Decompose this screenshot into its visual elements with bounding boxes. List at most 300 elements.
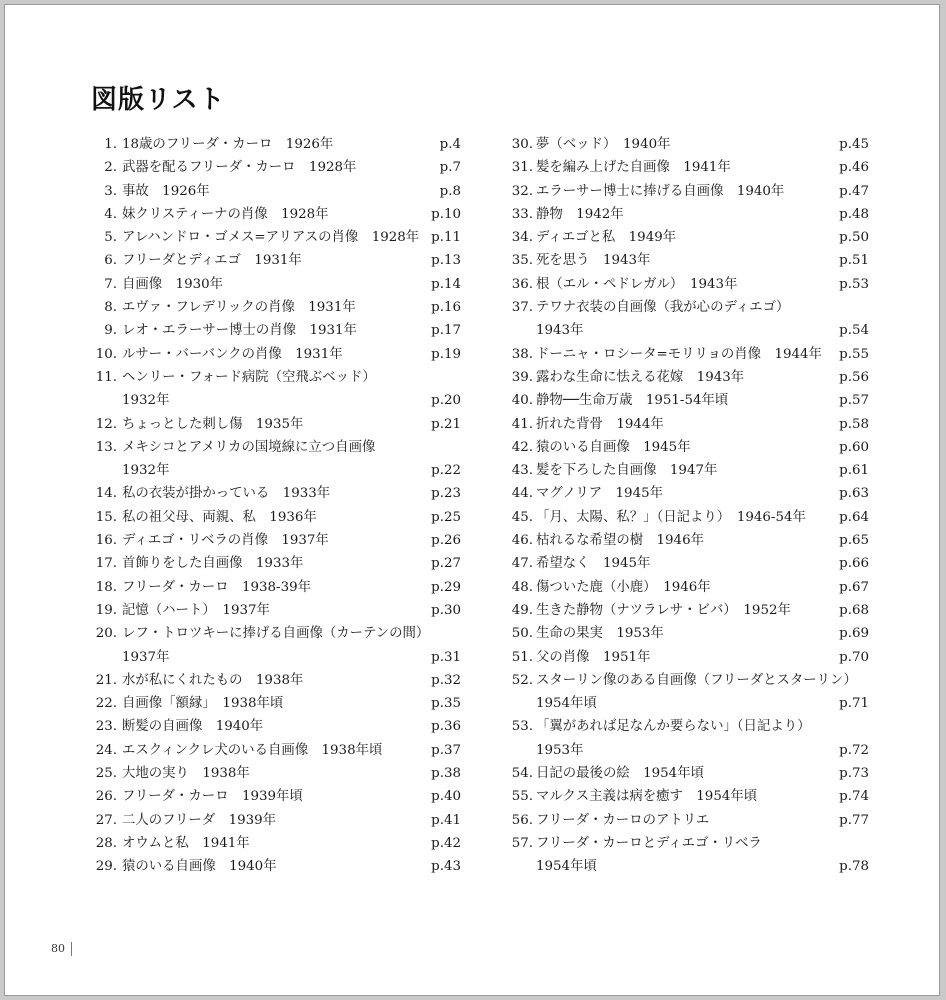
figure-title: フリーダ・カーロ 1938-39年 <box>122 579 312 595</box>
figure-number: 4. <box>104 206 117 222</box>
figure-title: アレハンドロ・ゴメス=アリアスの肖像 1928年 <box>122 230 420 246</box>
figure-number: 3. <box>104 183 117 199</box>
figure-entry <box>505 809 869 832</box>
figure-title: 記憶（ハート） 1937年 <box>122 602 270 618</box>
figure-title: 露わな生命に怯える花嫁 1943年 <box>536 369 745 385</box>
figure-title: ドーニャ・ロシータ=モリリョの肖像 1944年 <box>536 346 822 362</box>
figure-entry-line <box>91 249 461 272</box>
figure-title: 1932年 <box>122 393 170 409</box>
figure-page-ref: p.25 <box>431 509 461 525</box>
figure-entry-line <box>91 389 461 412</box>
figure-entry-line <box>505 249 869 272</box>
figure-page-ref: p.17 <box>431 323 461 339</box>
figure-title: 枯れるな希望の樹 1946年 <box>536 533 704 549</box>
figure-page-ref: p.16 <box>431 300 461 316</box>
figure-entry-line <box>91 482 461 505</box>
figure-entry-line <box>91 809 461 832</box>
figure-title: 首飾りをした自画像 1933年 <box>122 556 304 572</box>
figure-number: 1. <box>104 137 117 152</box>
figure-entry <box>505 552 869 575</box>
figure-entry-line <box>91 692 461 715</box>
figure-entry-line <box>505 576 869 599</box>
figure-title: 「翼があれば足なんか要らない」（日記より） <box>536 719 811 735</box>
figure-entry-line <box>91 715 461 738</box>
figure-entry-line <box>91 436 461 459</box>
figure-title: フリーダ・カーロのアトリエ <box>536 812 710 828</box>
figure-entry <box>91 832 461 855</box>
figure-entry-line <box>91 413 461 436</box>
figure-title: 1954年頃 <box>536 859 597 875</box>
figure-entry-line <box>505 646 869 669</box>
figure-entry <box>91 599 461 622</box>
figure-page-ref: p.42 <box>431 835 461 851</box>
figure-entry-line <box>91 785 461 808</box>
figure-number: 42. <box>511 439 533 455</box>
figure-page-ref: p.69 <box>839 626 869 642</box>
figure-entry <box>91 622 461 669</box>
figure-number: 56. <box>511 812 533 828</box>
figure-page-ref: p.64 <box>839 509 869 525</box>
figure-entry-line <box>505 482 869 505</box>
figure-entry-line <box>505 319 869 342</box>
figure-title: 1937年 <box>122 649 170 665</box>
figure-entry-line <box>91 552 461 575</box>
figure-title: 武器を配るフリーダ・カーロ 1928年 <box>122 160 357 176</box>
figure-number: 38. <box>511 346 533 362</box>
figure-entry <box>91 319 461 342</box>
figure-title: 傷ついた鹿（小鹿） 1946年 <box>536 579 711 595</box>
figure-title: フリーダ・カーロ 1939年頃 <box>122 789 303 805</box>
figure-title: 生きた静物（ナツラレサ・ビバ） 1952年 <box>536 602 791 618</box>
figure-number: 48. <box>511 579 533 595</box>
figure-page-ref: p.7 <box>439 160 461 176</box>
figure-entry <box>505 343 869 366</box>
figure-number: 40. <box>511 393 533 409</box>
figure-page-ref: p.73 <box>839 766 869 782</box>
figure-entry-line <box>91 366 461 389</box>
figure-entry-line <box>505 226 869 249</box>
figure-entry <box>91 366 461 413</box>
figure-entry <box>505 762 869 785</box>
figure-title: 妹クリスティーナの肖像 1928年 <box>122 206 329 222</box>
figure-entry-line <box>91 343 461 366</box>
figure-number: 53. <box>511 719 533 735</box>
figure-page-ref: p.60 <box>839 439 869 455</box>
figure-entry-line <box>91 646 461 669</box>
figure-entry <box>91 156 461 179</box>
figure-entry-line <box>505 156 869 179</box>
figure-title: 猿のいる自画像 1945年 <box>536 439 691 455</box>
figure-number: 19. <box>95 602 117 618</box>
figure-entry <box>505 156 869 179</box>
figure-entry <box>505 459 869 482</box>
figure-entry-line <box>505 599 869 622</box>
figure-number: 9. <box>104 323 117 339</box>
figure-page-ref: p.37 <box>431 742 461 758</box>
figure-page-ref: p.46 <box>839 160 869 176</box>
figure-title: 二人のフリーダ 1939年 <box>122 812 277 828</box>
figure-entry <box>505 646 869 669</box>
figure-title: ルサー・バーバンクの肖像 1931年 <box>122 346 343 362</box>
figure-entry <box>505 436 869 459</box>
figure-title: 自画像「額縁」 1938年頃 <box>122 696 284 712</box>
figure-number: 29. <box>95 859 117 875</box>
figure-entry <box>91 413 461 436</box>
figure-title: 髪を編み上げた自画像 1941年 <box>536 160 731 176</box>
figure-entry-line <box>505 669 869 692</box>
figure-entry <box>505 715 869 762</box>
figure-entry-line <box>91 459 461 482</box>
figure-entry-line <box>91 855 461 878</box>
figure-entry-line <box>91 576 461 599</box>
figure-page-ref: p.63 <box>839 486 869 502</box>
figure-entry-line <box>505 366 869 389</box>
figure-page-ref: p.32 <box>431 672 461 688</box>
figure-page-ref: p.13 <box>431 253 461 269</box>
figure-entry-line <box>505 459 869 482</box>
figure-page-ref: p.43 <box>431 859 461 875</box>
figure-number: 30. <box>511 137 533 152</box>
figure-number: 25. <box>95 766 117 782</box>
figure-title: 私の衣装が掛かっている 1933年 <box>122 486 331 502</box>
figure-title: スターリン像のある自画像（フリーダとスターリン） <box>536 672 857 688</box>
figure-number: 27. <box>95 812 117 828</box>
figure-entry-line <box>91 622 461 645</box>
figure-entry-line <box>505 133 869 156</box>
figure-entry-line <box>91 599 461 622</box>
figure-number: 37. <box>511 300 533 316</box>
figure-entry-line <box>91 319 461 342</box>
figure-page-ref: p.26 <box>431 533 461 549</box>
figure-entry-line <box>91 133 461 156</box>
figure-entry <box>91 809 461 832</box>
figure-number: 52. <box>511 672 533 688</box>
figure-entry-line <box>91 156 461 179</box>
figure-entry <box>505 599 869 622</box>
figure-entry-line <box>91 529 461 552</box>
figure-entry <box>505 273 869 296</box>
figure-entry <box>505 785 869 808</box>
figure-entry-line <box>505 692 869 715</box>
figure-entry <box>505 529 869 552</box>
figure-page-ref: p.55 <box>839 346 869 362</box>
page-number: 80 <box>51 942 72 956</box>
figure-entry-line <box>91 762 461 785</box>
figure-entry <box>91 203 461 226</box>
figure-title: 死を思う 1943年 <box>536 253 651 269</box>
figure-title: フリーダ・カーロとディエゴ・リベラ <box>536 835 762 851</box>
figure-page-ref: p.10 <box>431 206 461 222</box>
figure-title: エスクィンクレ犬のいる自画像 1938年頃 <box>122 742 383 758</box>
figure-number: 50. <box>511 626 533 642</box>
figure-number: 20. <box>95 626 117 642</box>
figure-page-ref: p.53 <box>839 276 869 292</box>
figure-entry <box>91 739 461 762</box>
figure-entry-line <box>505 809 869 832</box>
figure-number: 15. <box>95 509 117 525</box>
figure-number: 12. <box>95 416 117 432</box>
figure-title: 猿のいる自画像 1940年 <box>122 859 277 875</box>
figure-title: 1943年 <box>536 323 584 339</box>
figure-entry <box>91 482 461 505</box>
figure-title: オウムと私 1941年 <box>122 835 250 851</box>
figure-number: 8. <box>104 300 117 316</box>
figure-entry <box>505 296 869 343</box>
figure-title: ディエゴと私 1949年 <box>536 230 677 246</box>
figure-page-ref: p.66 <box>839 556 869 572</box>
figure-page-ref: p.51 <box>839 253 869 269</box>
figure-entry <box>505 249 869 272</box>
figure-title: 夢（ベッド） 1940年 <box>536 137 671 152</box>
figure-number: 6. <box>104 253 117 269</box>
figure-title: 1954年頃 <box>536 696 597 712</box>
figure-entry-line <box>91 506 461 529</box>
figure-entry-line <box>91 203 461 226</box>
figure-entry-line <box>91 669 461 692</box>
figure-title: 「月、太陽、私？」（日記より） 1946-54年 <box>536 509 806 525</box>
figure-title: 私の祖父母、両親、私 1936年 <box>122 509 317 525</box>
figure-entry <box>505 576 869 599</box>
figure-page-ref: p.71 <box>839 696 869 712</box>
figure-entry-line <box>91 296 461 319</box>
figure-title: ヘンリー・フォード病院（空飛ぶベッド） <box>122 369 376 385</box>
figure-page-ref: p.54 <box>839 323 869 339</box>
figure-title: フリーダとディエゴ 1931年 <box>122 253 302 269</box>
figure-page-ref: p.45 <box>839 137 869 152</box>
figure-entry <box>505 180 869 203</box>
figure-title: 生命の果実 1953年 <box>536 626 664 642</box>
figure-number: 13. <box>95 439 117 455</box>
figure-entry <box>91 552 461 575</box>
figure-entry-line <box>505 785 869 808</box>
figure-entry-line <box>505 552 869 575</box>
figure-number: 16. <box>95 533 117 549</box>
figure-page-ref: p.70 <box>839 649 869 665</box>
figure-entry-line <box>91 226 461 249</box>
figure-entry <box>505 366 869 389</box>
figure-number: 26. <box>95 789 117 805</box>
figure-number: 31. <box>511 160 533 176</box>
figure-page-ref: p.8 <box>439 183 461 199</box>
figure-title: レフ・トロツキーに捧げる自画像（カーテンの間） <box>122 626 430 642</box>
figure-number: 22. <box>95 696 117 712</box>
figure-entry-line <box>505 529 869 552</box>
figure-number: 54. <box>511 766 533 782</box>
figure-number: 45. <box>511 509 533 525</box>
figure-entry <box>91 529 461 552</box>
figure-entry <box>91 855 461 878</box>
figure-entry-line <box>505 622 869 645</box>
figure-entry-line <box>505 203 869 226</box>
figure-entry <box>91 249 461 272</box>
figure-entry <box>91 692 461 715</box>
figure-number: 18. <box>95 579 117 595</box>
figure-entry-line <box>505 343 869 366</box>
figure-page-ref: p.50 <box>839 230 869 246</box>
page-title: 図版リスト <box>91 85 226 115</box>
figure-title: 折れた背骨 1944年 <box>536 416 664 432</box>
figure-number: 2. <box>104 160 117 176</box>
figure-entry <box>91 343 461 366</box>
figure-title: エラーサー博士に捧げる自画像 1940年 <box>536 183 785 199</box>
figure-entry <box>91 669 461 692</box>
figure-page-ref: p.14 <box>431 276 461 292</box>
figure-entry <box>505 622 869 645</box>
figure-page-ref: p.21 <box>431 416 461 432</box>
figure-entry <box>91 715 461 738</box>
figure-entry <box>91 576 461 599</box>
figure-page-ref: p.67 <box>839 579 869 595</box>
figure-title: 父の肖像 1951年 <box>536 649 651 665</box>
figure-page-ref: p.38 <box>431 766 461 782</box>
figure-number: 33. <box>511 206 533 222</box>
figure-entry-line <box>91 273 461 296</box>
figure-entry-line <box>505 180 869 203</box>
figure-page-ref: p.11 <box>431 230 461 246</box>
figure-title: エヴァ・フレデリックの肖像 1931年 <box>122 300 356 316</box>
figure-title: 18歳のフリーダ・カーロ 1926年 <box>122 137 334 152</box>
figure-title: 日記の最後の絵 1954年頃 <box>536 766 704 782</box>
figure-entry-line <box>505 273 869 296</box>
figure-title: マルクス主義は病を癒す 1954年頃 <box>536 789 758 805</box>
figure-title: 自画像 1930年 <box>122 276 224 292</box>
figure-title: 水が私にくれたもの 1938年 <box>122 672 304 688</box>
figure-number: 49. <box>511 602 533 618</box>
figure-number: 17. <box>95 556 117 572</box>
figure-page-ref: p.31 <box>431 649 461 665</box>
figure-page-ref: p.68 <box>839 602 869 618</box>
figure-page-ref: p.72 <box>839 742 869 758</box>
figure-title: 根（エル・ペドレガル） 1943年 <box>536 276 738 292</box>
figure-entry-line <box>505 739 869 762</box>
figure-entry-line <box>505 715 869 738</box>
figure-entry <box>91 296 461 319</box>
figure-title: ディエゴ・リベラの肖像 1937年 <box>122 533 329 549</box>
figure-entry <box>91 226 461 249</box>
figure-entry <box>91 133 461 156</box>
figure-number: 21. <box>95 672 117 688</box>
figure-number: 23. <box>95 719 117 735</box>
figure-number: 11. <box>95 369 117 385</box>
figure-entry <box>91 762 461 785</box>
figure-title: 希望なく 1945年 <box>536 556 651 572</box>
figure-title: マグノリア 1945年 <box>536 486 664 502</box>
figure-entry-line <box>505 436 869 459</box>
figure-entry-line <box>505 413 869 436</box>
figure-entry <box>505 506 869 529</box>
figure-number: 14. <box>95 486 117 502</box>
figure-page-ref: p.30 <box>431 602 461 618</box>
figure-entry <box>505 413 869 436</box>
figure-title: 事故 1926年 <box>122 183 210 199</box>
figure-page-ref: p.41 <box>431 812 461 828</box>
figure-entry-line <box>91 180 461 203</box>
figure-number: 41. <box>511 416 533 432</box>
figure-number: 55. <box>511 789 533 805</box>
figure-number: 5. <box>104 230 117 246</box>
figure-page-ref: p.61 <box>839 463 869 479</box>
figure-number: 32. <box>511 183 533 199</box>
figure-title: 1953年 <box>536 742 584 758</box>
figure-page-ref: p.22 <box>431 463 461 479</box>
figure-title: 静物 1942年 <box>536 206 624 222</box>
figure-title: 断髪の自画像 1940年 <box>122 719 264 735</box>
figure-page-ref: p.77 <box>839 812 869 828</box>
figure-entry <box>505 226 869 249</box>
figure-title: テワナ衣装の自画像（我が心のディエゴ） <box>536 300 790 316</box>
figure-title: レオ・エラーサー博士の肖像 1931年 <box>122 323 357 339</box>
figure-page-ref: p.78 <box>839 859 869 875</box>
figure-entry-line <box>91 832 461 855</box>
figure-page-ref: p.27 <box>431 556 461 572</box>
figure-number: 24. <box>95 742 117 758</box>
figure-number: 7. <box>104 276 117 292</box>
figure-entry-line <box>505 832 869 855</box>
figure-title: 大地の実り 1938年 <box>122 766 250 782</box>
figure-number: 28. <box>95 835 117 851</box>
figure-page-ref: p.58 <box>839 416 869 432</box>
figure-title: メキシコとアメリカの国境線に立つ自画像 <box>122 439 376 455</box>
figure-entry <box>505 133 869 156</box>
figure-page-ref: p.19 <box>431 346 461 362</box>
figure-number: 43. <box>511 463 533 479</box>
figure-page-ref: p.65 <box>839 533 869 549</box>
figure-entry <box>505 832 869 879</box>
figure-page-ref: p.56 <box>839 369 869 385</box>
figure-entry <box>91 180 461 203</box>
figure-page-ref: p.29 <box>431 579 461 595</box>
figure-entry <box>91 436 461 483</box>
figure-page-ref: p.4 <box>439 137 461 152</box>
figure-page-ref: p.47 <box>839 183 869 199</box>
figure-title: 髪を下ろした自画像 1947年 <box>536 463 718 479</box>
figure-page-ref: p.48 <box>839 206 869 222</box>
figure-page-ref: p.23 <box>431 486 461 502</box>
figure-number: 47. <box>511 556 533 572</box>
figure-entry-line <box>505 296 869 319</box>
figure-entry <box>91 506 461 529</box>
figure-number: 44. <box>511 486 533 502</box>
figure-page-ref: p.35 <box>431 696 461 712</box>
figure-list-left-column <box>91 133 461 879</box>
figure-title: 静物──生命万歳 1951-54年頃 <box>536 393 729 409</box>
figure-number: 10. <box>95 346 117 362</box>
figure-entry <box>505 669 869 716</box>
figure-entry <box>91 785 461 808</box>
figure-entry-line <box>505 855 869 878</box>
figure-number: 57. <box>511 835 533 851</box>
figure-page-ref: p.40 <box>431 789 461 805</box>
figure-list-right-column <box>505 133 869 879</box>
figure-page-ref: p.74 <box>839 789 869 805</box>
figure-number: 39. <box>511 369 533 385</box>
figure-page-ref: p.57 <box>839 393 869 409</box>
figure-entry <box>505 389 869 412</box>
figure-entry-line <box>505 762 869 785</box>
figure-number: 51. <box>511 649 533 665</box>
figure-entry-line <box>505 389 869 412</box>
figure-number: 34. <box>511 230 533 246</box>
figure-entry <box>505 203 869 226</box>
document-page <box>4 4 940 996</box>
figure-page-ref: p.20 <box>431 393 461 409</box>
figure-number: 35. <box>511 253 533 269</box>
figure-entry <box>91 273 461 296</box>
figure-title: 1932年 <box>122 463 170 479</box>
figure-number: 36. <box>511 276 533 292</box>
figure-number: 46. <box>511 533 533 549</box>
figure-page-ref: p.36 <box>431 719 461 735</box>
